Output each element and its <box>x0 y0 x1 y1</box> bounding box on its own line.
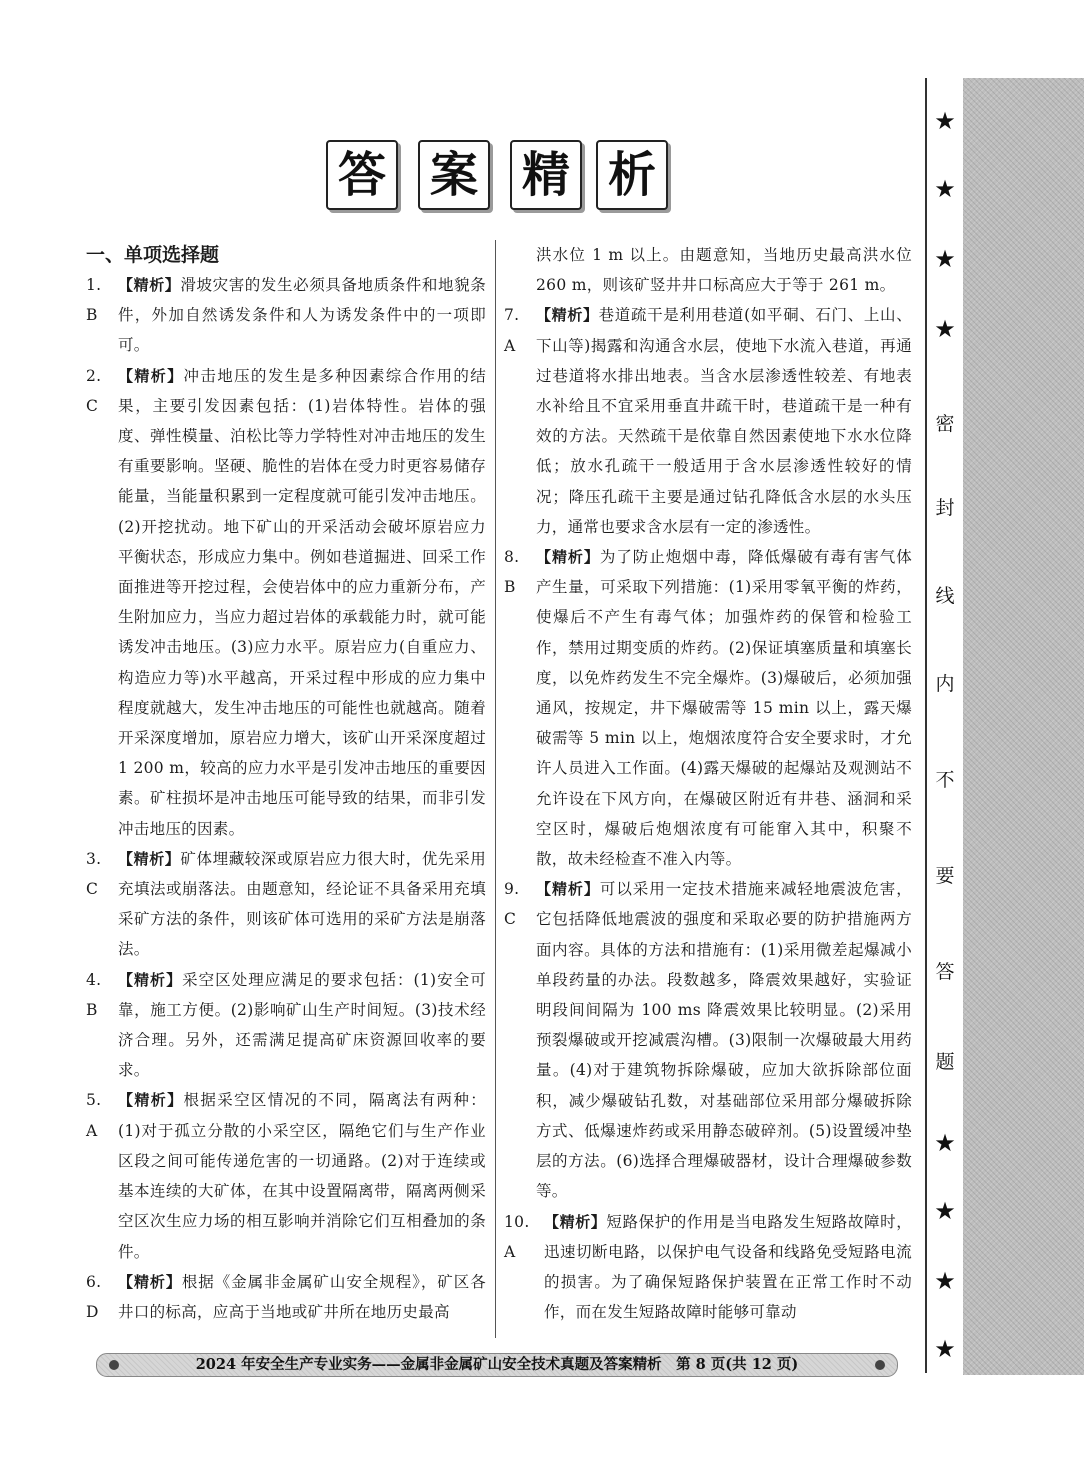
star-icon: ★ <box>934 1129 956 1157</box>
answer-item <box>86 361 486 844</box>
answer-number: 5. A <box>86 1091 102 1140</box>
binding-char: 要 <box>935 865 955 887</box>
page-title <box>326 140 666 210</box>
answer-number: 7. A <box>504 306 520 355</box>
page-footer <box>96 1353 898 1377</box>
answer-item <box>86 1267 486 1327</box>
footer-dot-icon <box>109 1360 119 1370</box>
star-icon: ★ <box>934 107 956 135</box>
footer-text: 2024 年安全生产专业实务——金属非金属矿山安全技术真题及答案精析 第 8 页(共 12 页) <box>195 1356 799 1373</box>
analysis-tag: 【精析】 <box>118 366 184 385</box>
star-icon: ★ <box>934 175 956 203</box>
binding-char: 线 <box>935 585 955 607</box>
right-column <box>504 240 912 1327</box>
answer-number: 1. B <box>86 276 102 325</box>
star-icon: ★ <box>934 1267 956 1295</box>
answer-number: 9. C <box>504 880 520 929</box>
answer-number: 8. B <box>504 548 520 597</box>
binding-char: 封 <box>935 497 955 519</box>
analysis-tag: 【精析】 <box>118 1272 182 1291</box>
left-column <box>86 270 486 1327</box>
answer-item <box>504 542 912 874</box>
answer-item <box>86 270 486 361</box>
binding-char: 内 <box>935 673 955 695</box>
answer-item <box>86 1085 486 1266</box>
answer-text: 根据采空区情况的不同，隔离法有两种：(1)对于孤立分散的小采空区，隔绝它们与生产作业区段之间可能传递危害的一切通路。(2)对于连续或基本连续的大矿体，在其中设置隔离带，隔离两侧采空区次生应力场的相互影响并消除它们互相叠加的条件。 <box>118 1091 486 1261</box>
answer-text: 滑坡灾害的发生必须具备地质条件和地貌条件，外加自然诱发条件和人为诱发条件中的一项即可。 <box>118 276 487 355</box>
answer-item <box>504 874 912 1206</box>
title-char: 案 <box>418 140 490 210</box>
answer-text: 矿体埋藏较深或原岩应力很大时，优先采用充填法或崩落法。由题意知，经论证不具备采用充填采矿方法的条件，则该矿体可选用的采矿方法是崩落法。 <box>118 849 487 959</box>
star-icon: ★ <box>934 315 956 343</box>
analysis-tag: 【精析】 <box>118 970 183 989</box>
answer-text: 为了防止炮烟中毒，降低爆破有毒有害气体产生量，可采取下列措施：(1)采用零氧平衡的炸药，使爆后不产生有毒气体；加强炸药的保管和检验工作，禁用过期变质的炸药。(2)保证填塞质量和填塞长度，以免炸药发生不完全爆炸。(3)爆破后，必须加强通风，按规定，井下爆破需等 15 min 以上，露天爆破需等 5 min 以上，炮烟浓度符合安全要求时，才允许人员进入工作面。(4)露天爆破的起爆站及观测站不允许设在下风方向，在爆破区附近有井巷、涵洞和采空区时，爆破后炮烟浓度有可能窜入其中，积聚不散，故未经检查不准入内等。 <box>536 548 913 869</box>
binding-char: 题 <box>935 1051 955 1073</box>
footer-dot-icon <box>875 1360 885 1370</box>
answer-text: 巷道疏干是利用巷道(如平硐、石门、上山、下山等)揭露和沟通含水层，使地下水流入巷道，再通过巷道将水排出地表。当含水层渗透性较差、有地表水补给且不宜采用垂直井疏干时，巷道疏干是一种有效的方法。天然疏干是依靠自然因素使地下水水位降低；放水孔疏干一般适用于含水层渗透性较好的情况；降压孔疏干主要是通过钻孔降低含水层的水头压力，通常也要求含水层有一定的渗透性。 <box>536 306 912 536</box>
answer-continuation: 洪水位 1 m 以上。由题意知，当地历史最高洪水位 260 m，则该矿竖井井口标高应大于等于 261 m。 <box>536 246 912 295</box>
answer-text: 短路保护的作用是当电路发生短路故障时，迅速切断电路，以保护电气设备和线路免受短路电流的损害。为了确保短路保护装置在正常工作时不动作，而在发生短路故障时能够可靠动 <box>544 1212 913 1322</box>
answer-number: 2. C <box>86 366 102 415</box>
answer-item <box>504 1207 912 1328</box>
title-char: 析 <box>596 140 668 210</box>
answer-number: 4. B <box>86 970 102 1019</box>
star-icon: ★ <box>934 1197 956 1225</box>
analysis-tag: 【精析】 <box>536 548 600 567</box>
answer-text: 冲击地压的发生是多种因素综合作用的结果，主要引发因素包括：(1)岩体特性。岩体的强度、弹性模量、泊松比等力学特性对冲击地压的发生有重要影响。坚硬、脆性的岩体在受力时更容易储存能量，当能量积累到一定程度就可能引发冲击地压。(2)开挖扰动。地下矿山的开采活动会破坏原岩应力平衡状态，形成应力集中。例如巷道掘进、回采工作面推进等开挖过程，会使岩体中的应力重新分布，产生附加应力，当应力超过岩体的承载能力时，就可能诱发冲击地压。(3)应力水平。原岩应力(自重应力、构造应力等)水平越高，开采过程中形成的应力集中程度就越大，发生冲击地压的可能性也就越高。随着开采深度增加，原岩应力增大，该矿山开采深度超过 1 200 m，较高的应力水平是引发冲击地压的重要因素。矿柱损坏是冲击地压可能导致的结果，而非引发冲击地压的因素。 <box>118 366 486 838</box>
title-char: 答 <box>326 140 398 210</box>
title-char: 精 <box>510 140 582 210</box>
answer-text: 可以采用一定技术措施来减轻地震波危害，它包括降低地震波的强度和采取必要的防护措施两方面内容。具体的方法和措施有：(1)采用微差起爆减小单段药量的办法。段数越多，降震效果越好，实验证明段间间隔为 100 ms 降震效果比较明显。(2)采用预裂爆破或开挖减震沟槽。(3)限制一次爆破最大用药量。(4)对于建筑物拆除爆破，应加大欲拆除部位面积，减少爆破钻孔数，对基础部位采用部分爆破拆除方式、低爆速炸药或采用静态破碎剂。(5)设置缓冲垫层的方法。(6)选择合理爆破器材，设计合理爆破参数等。 <box>536 880 913 1201</box>
star-icon: ★ <box>934 1335 956 1363</box>
analysis-tag: 【精析】 <box>536 880 600 899</box>
answer-number: 6. D <box>86 1272 102 1321</box>
analysis-tag: 【精析】 <box>118 1091 184 1110</box>
answer-number: 10. A <box>504 1212 530 1261</box>
analysis-tag: 【精析】 <box>118 276 181 294</box>
analysis-tag: 【精析】 <box>536 306 599 325</box>
binding-margin-pattern <box>963 78 1084 1375</box>
analysis-tag: 【精析】 <box>544 1212 607 1231</box>
answer-item <box>86 965 486 1086</box>
answer-number: 3. C <box>86 849 102 899</box>
column-divider <box>495 240 496 1338</box>
answer-item <box>86 844 486 965</box>
binding-char: 不 <box>935 769 955 791</box>
binding-line-column <box>925 78 963 1373</box>
answer-text: 采空区处理应满足的要求包括：(1)安全可靠，施工方便。(2)影响矿山生产时间短。(3)技术经济合理。另外，还需满足提高矿床资源回收率的要求。 <box>118 970 486 1080</box>
binding-char: 答 <box>935 961 955 983</box>
answer-text: 根据《金属非金属矿山安全规程》，矿区各井口的标高，应高于当地或矿井所在地历史最高 <box>118 1272 486 1321</box>
answer-item <box>504 300 912 542</box>
binding-char: 密 <box>935 413 955 435</box>
star-icon: ★ <box>934 245 956 273</box>
analysis-tag: 【精析】 <box>118 849 181 868</box>
section-heading: 一、单项选择题 <box>86 244 220 266</box>
